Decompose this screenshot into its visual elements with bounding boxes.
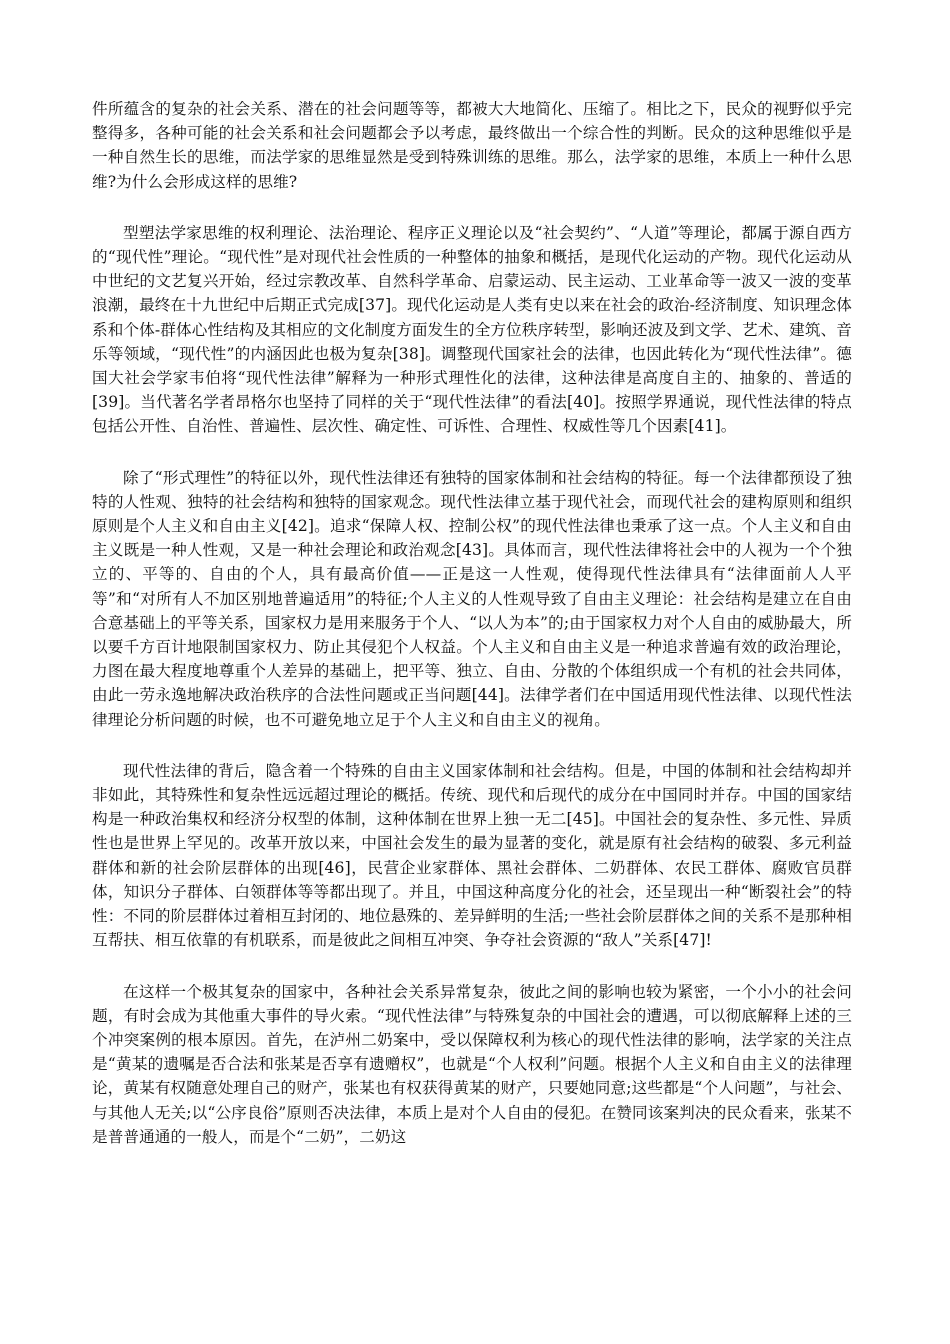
paragraph-chinese-social-structure: 现代性法律的背后，隐含着一个特殊的自由主义国家体制和社会结构。但是，中国的体制和社会结构却并非如此，其特殊性和复杂性远远超过理论的概括。传统、现代和后现代的成分在中国同时并存。中国的国家结构是一种政治集权和经济分权型的体制，这种体制在世界上独一无二[45]。中国社会的复杂性、多元性、异质性也是世界上罕见的。改革开放以来，中国社会发生的最为显著的变化，就是原有社会结构的破裂、多元利益群体和新的社会阶层群体的出现[46]，民营企业家群体、黑社会群体、二奶群体、农民工群体、腐败官员群体，知识分子群体、白领群体等等都出现了。并且，中国这种高度分化的社会，还呈现出一种“断裂社会”的特性：不同的阶层群体过着相互封闭的、地位悬殊的、差异鲜明的生活;一些社会阶层群体之间的关系不是那种相互帮扶、相互依靠的有机联系，而是彼此之间相互冲突、争夺社会资源的“敌人”关系[47]!	[92, 761, 852, 950]
document-page	[92, 97, 852, 1176]
paragraph-continuation: 件所蕴含的复杂的社会关系、潜在的社会问题等等，都被大大地简化、压缩了。相比之下，民众的视野似乎完整得多，各种可能的社会关系和社会问题都会予以考虑，最终做出一个综合性的判断。民众的这种思维似乎是一种自然生长的思维，而法学家的思维显然是受到特殊训练的思维。那么，法学家的思维，本质上一种什么思维?为什么会形成这样的思维?	[92, 100, 852, 191]
paragraph-case-analysis: 在这样一个极其复杂的国家中，各种社会关系异常复杂，彼此之间的影响也较为紧密，一个小小的社会问题，有时会成为其他重大事件的导火索。“现代性法律”与特殊复杂的中国社会的遭遇，可以彻底解释上述的三个冲突案例的根本原因。首先，在泸州二奶案中，受以保障权利为核心的现代性法律的影响，法学家的关注点是“黄某的遗嘱是否合法和张某是否享有遗赠权”，也就是“个人权利”问题。根据个人主义和自由主义的法律理论，黄某有权随意处理自己的财产，张某也有权获得黄某的财产，只要她同意;这些都是“个人问题”，与社会、与其他人无关;以“公序良俗”原则否决法律，本质上是对个人自由的侵犯。在赞同该案判决的民众看来，张某不是普普通通的一般人，而是个“二奶”，二奶这	[92, 982, 852, 1146]
paragraph-formal-rationality: 除了“形式理性”的特征以外，现代性法律还有独特的国家体制和社会结构的特征。每一个法律都预设了独特的人性观、独特的社会结构和独特的国家观念。现代性法律立基于现代社会，而现代社会的建构原则和组织原则是个人主义和自由主义[42]。追求“保障人权、控制公权”的现代性法律也秉承了这一点。个人主义和自由主义既是一种人性观，又是一种社会理论和政治观念[43]。具体而言，现代性法律将社会中的人视为一个个独立的、平等的、自由的个人，具有最高价值——正是这一人性观，使得现代性法律具有“法律面前人人平等”和“对所有人不加区别地普遍适用”的特征;个人主义的人性观导致了自由主义理论：社会结构是建立在自由合意基础上的平等关系，国家权力是用来服务于个人、“以人为本”的;由于国家权力对个人自由的威胁最大，所以要千方百计地限制国家权力、防止其侵犯个人权益。个人主义和自由主义是一种追求普遍有效的政治理论，力图在最大程度地尊重个人差异的基础上，把平等、独立、自由、分散的个体组织成一个有机的社会共同体，由此一劳永逸地解决政治秩序的合法性问题或正当问题[44]。法律学者们在中国适用现代性法律、以现代性法律理论分析问题的时候，也不可避免地立足于个人主义和自由主义的视角。	[92, 468, 852, 729]
paragraph-modernity-theory: 型塑法学家思维的权利理论、法治理论、程序正义理论以及“社会契约”、“人道”等理论，都属于源自西方的“现代性”理论。“现代性”是对现代社会性质的一种整体的抽象和概括，是现代化运动的产物。现代化运动从中世纪的文艺复兴开始，经过宗教改革、自然科学革命、启蒙运动、民主运动、工业革命等一波又一波的变革浪潮，最终在十九世纪中后期正式完成[37]。现代化运动是人类有史以来在社会的政治-经济制度、知识理念体系和个体-群体心性结构及其相应的文化制度方面发生的全方位秩序转型，影响还波及到文学、艺术、建筑、音乐等领域，“现代性”的内涵因此也极为复杂[38]。调整现代国家社会的法律，也因此转化为“现代性法律”。德国大社会学家韦伯将“现代性法律”解释为一种形式理性化的法律，这种法律是高度自主的、抽象的、普适的[39]。当代著名学者昂格尔也坚持了同样的关于“现代性法律”的看法[40]。按照学界通说，现代性法律的特点包括公开性、自治性、普遍性、层次性、确定性、可诉性、合理性、权威性等几个因素[41]。	[92, 223, 852, 436]
